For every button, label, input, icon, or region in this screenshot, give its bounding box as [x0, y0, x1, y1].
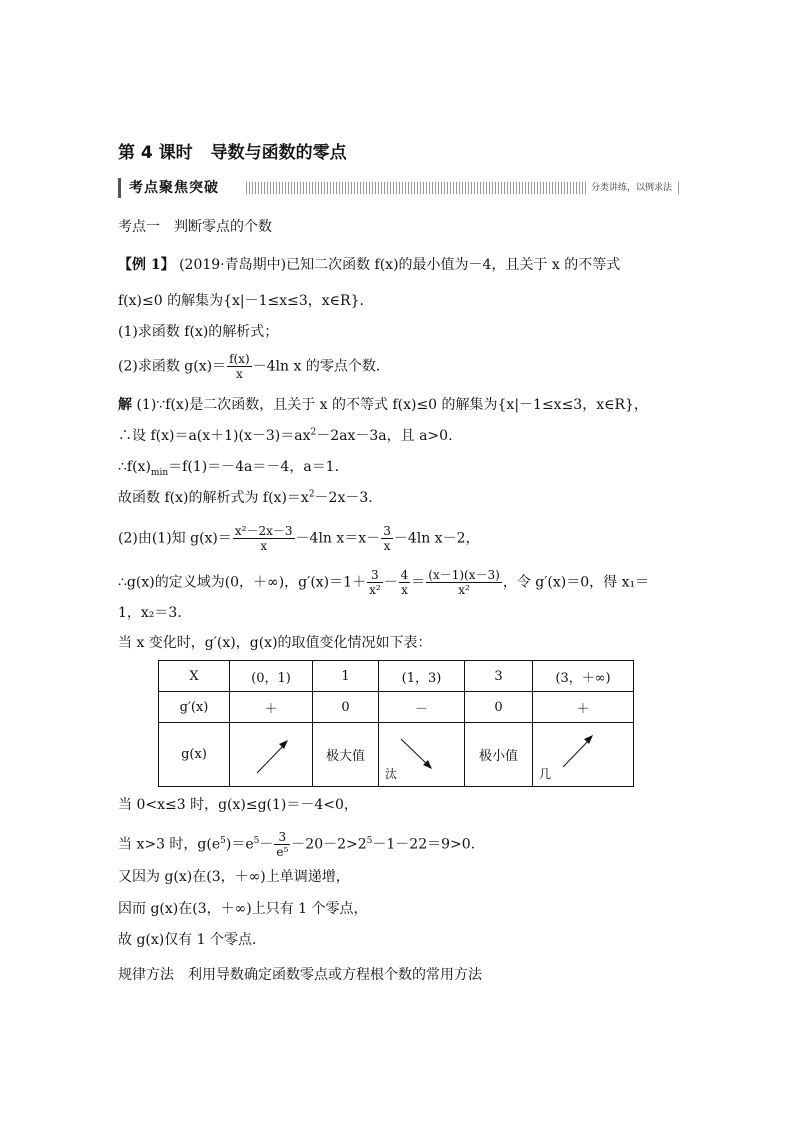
- s6-fraction-3: [426, 568, 502, 597]
- s6-den3: x²: [458, 583, 470, 597]
- s5-post: －4ln x－2，: [393, 530, 480, 547]
- table-cell: (3，＋∞): [533, 661, 634, 692]
- s5-den2: x: [383, 539, 391, 553]
- solution-line-6: [118, 568, 649, 597]
- s5-num2: 3: [383, 524, 391, 538]
- s6-den1: x²: [369, 583, 381, 597]
- a2-minus: －: [259, 836, 274, 853]
- s6-fraction-1: [367, 568, 383, 597]
- solution-text-1: (1)∵f(x)是二次函数，且关于 x 的不等式 f(x)≤0 的解集为{x|－1≤x≤3，x∈R}，: [136, 397, 648, 413]
- section-banner: [118, 178, 680, 198]
- a2-den: e⁵: [276, 845, 289, 859]
- increasing-arrow-cell: [533, 723, 634, 787]
- s5-pre: (2)由(1)知 g(x)＝: [118, 530, 232, 547]
- s3-pre: ∴f(x): [118, 459, 151, 475]
- solution-line-2: [118, 427, 453, 445]
- after-line-5: 故 g(x)仅有 1 个零点．: [118, 932, 267, 948]
- table-cell: 0: [465, 692, 533, 723]
- solution-line-5: [118, 524, 479, 553]
- after-line-1: 当 0<x≤3 时，g(x)≤g(1)＝－4<0，: [118, 797, 358, 813]
- a2-pre: 当 x>3 时，g(e: [118, 836, 221, 853]
- lesson-number: 第 4 课时: [118, 143, 193, 163]
- decreasing-arrow-cell: [379, 723, 465, 787]
- a2-sup1: 5: [220, 835, 226, 846]
- s5-den: x: [260, 539, 268, 553]
- table-cell: 3: [465, 661, 533, 692]
- section-heading: 考点一 判断零点的个数: [118, 219, 272, 235]
- table-cell: ＋: [230, 692, 313, 723]
- a2-end: －1－22＝9>0.: [372, 836, 476, 853]
- table-cell: g′(x): [159, 692, 230, 723]
- s6-num2: 4: [400, 568, 409, 582]
- s5-fraction-1: [233, 524, 295, 553]
- s6-post: ，令 g′(x)＝0，得 x₁＝: [502, 574, 650, 591]
- after-line-2: [118, 830, 475, 859]
- q2-numerator: f(x): [229, 352, 250, 366]
- table-header-row: [159, 661, 634, 692]
- question-2: [118, 352, 390, 381]
- after-line-4: 因而 g(x)在(3，＋∞)上只有 1 个零点，: [118, 901, 368, 917]
- example-line-2: f(x)≤0 的解集为{x|－1≤x≤3，x∈R}．: [118, 293, 374, 309]
- method-heading: 规律方法 利用导数确定函数零点或方程根个数的常用方法: [118, 967, 482, 983]
- s3-post: ＝f(1)＝－4a＝－4，a＝1.: [168, 459, 340, 475]
- banner-tagline: 分类讲练，以例求法: [587, 181, 676, 195]
- s4-post: －2x－3.: [314, 490, 373, 506]
- solution-tag: 解: [118, 397, 132, 413]
- a2-mid: )＝e: [225, 836, 254, 853]
- solution-line-4: [118, 489, 373, 507]
- s6-num1: 3: [367, 568, 383, 583]
- s6-minus: －: [383, 574, 398, 591]
- example-text-1: (2019·青岛期中)已知二次函数 f(x)的最小值为－4，且关于 x 的不等式: [179, 257, 621, 273]
- s2-sup: 2: [310, 427, 317, 438]
- s2-pre: ∴设 f(x)＝a(x＋1)(x－3)＝ax: [118, 428, 311, 444]
- table-cell: 极大值: [313, 723, 379, 787]
- table-cell: 0: [313, 692, 379, 723]
- s5-num: x²－2x－3: [234, 524, 293, 538]
- stray-glyph: 几: [539, 767, 552, 781]
- s6-eq: ＝: [411, 574, 426, 591]
- table-cell: 极小值: [465, 723, 533, 787]
- s2-post: －2ax－3a，且 a>0.: [316, 428, 453, 444]
- q2-fraction: [227, 352, 252, 381]
- after-line-3: 又因为 g(x)在(3，＋∞)上单调递增，: [118, 869, 350, 885]
- page-title: [118, 138, 347, 163]
- a2-sup2: 5: [253, 835, 260, 846]
- s6-pre: ∴g(x)的定义域为(0，＋∞)，g′(x)＝1＋: [118, 574, 367, 591]
- a2-num: 3: [274, 830, 290, 845]
- table-cell: X: [159, 661, 230, 692]
- a2-post: －20－2>2: [291, 836, 367, 853]
- a2-sup3: 5: [366, 835, 373, 846]
- table-row-derivative: [159, 692, 634, 723]
- table-cell: －: [379, 692, 465, 723]
- q2-denominator: x: [235, 367, 243, 381]
- s4-sup: 2: [308, 489, 315, 500]
- s6-num3: (x－1)(x－3): [428, 568, 500, 582]
- s6-den2: x: [401, 583, 408, 597]
- table-cell: (1，3): [379, 661, 465, 692]
- increasing-arrow-cell: [230, 723, 313, 787]
- solution-line-1: [118, 396, 648, 414]
- banner-label: 考点聚焦突破: [118, 178, 225, 198]
- solution-line-8: 当 x 变化时，g′(x)，g(x)的取值变化情况如下表：: [118, 635, 432, 651]
- variation-table: [158, 660, 634, 787]
- q2-prefix: (2)求函数 g(x)＝: [118, 358, 227, 375]
- s3-sub: min: [150, 467, 169, 478]
- table-cell: 1: [313, 661, 379, 692]
- table-cell: ＋: [533, 692, 634, 723]
- table-cell: (0，1): [230, 661, 313, 692]
- s4-pre: 故函数 f(x)的解析式为 f(x)＝x: [118, 490, 309, 506]
- lesson-topic: 导数与函数的零点: [210, 143, 347, 163]
- up-right-arrow-icon: [230, 723, 312, 787]
- s6-fraction-2: [399, 568, 411, 597]
- solution-line-3: [118, 458, 339, 476]
- stray-glyph: 汰: [385, 767, 398, 781]
- solution-line-7: 1，x₂＝3.: [118, 605, 182, 621]
- question-1: (1)求函数 f(x)的解析式；: [118, 324, 279, 340]
- a2-fraction: [274, 830, 290, 859]
- s5-fraction-2: [381, 524, 393, 553]
- example-line-1: [118, 256, 620, 274]
- table-row-function: [159, 723, 634, 787]
- example-tag: 【例 1】: [118, 257, 175, 273]
- q2-suffix: －4ln x 的零点个数．: [252, 358, 390, 375]
- s5-mid: －4ln x＝x－: [295, 530, 381, 547]
- table-cell: g(x): [159, 723, 230, 787]
